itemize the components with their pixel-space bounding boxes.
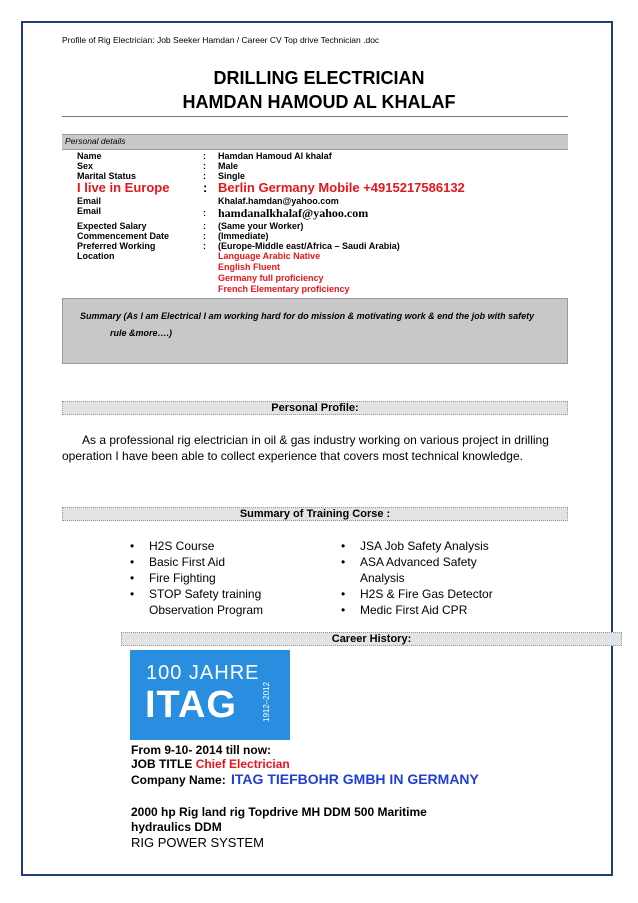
list-item: • STOP Safety training Observation Program xyxy=(130,586,310,618)
marital-value: Single xyxy=(218,171,246,181)
colon: : xyxy=(203,161,206,171)
sex-value: Male xyxy=(218,161,239,171)
language-german: Germany full proficiency xyxy=(218,273,324,283)
language-english: English Fluent xyxy=(218,262,280,272)
marital-label: Marital Status xyxy=(77,171,137,181)
training-list-left xyxy=(130,538,310,618)
rig-description-line-3: RIG POWER SYSTEM xyxy=(131,835,264,850)
logo-company-text: ITAG xyxy=(145,684,237,726)
rig-description-line-1: 2000 hp Rig land rig Topdrive MH DDM 500 Maritime xyxy=(131,805,427,819)
colon: : xyxy=(203,221,206,231)
personal-details-heading: Personal details xyxy=(65,136,126,146)
job-title-line xyxy=(131,757,290,771)
list-item: • H2S Course xyxy=(130,538,310,554)
summary-line-1: Summary (As I am Electrical I am working hard for do mission & motivating work & end the job with safety xyxy=(80,311,535,321)
colon: : xyxy=(203,241,206,251)
document-header: Profile of Rig Electrician: Job Seeker Hamdan / Career CV Top drive Technician .doc xyxy=(62,35,380,45)
language-french: French Elementary proficiency xyxy=(218,284,350,294)
logo-anniversary-text: 100 JAHRE xyxy=(146,662,260,684)
list-item: • Medic First Aid CPR xyxy=(341,602,521,618)
personal-profile-heading: Personal Profile: xyxy=(62,401,568,415)
profile-text: As a professional rig electrician in oil & gas industry working on various project in drilling operation I have been able to collect experience that covers most technical knowledge. xyxy=(62,433,549,463)
training-list-right xyxy=(341,538,521,618)
logo-years-text: 1912–2012 xyxy=(262,681,271,722)
preferred-value: (Europe-Middle east/Africa – Saudi Arabia) xyxy=(218,241,400,251)
job-title-heading: DRILLING ELECTRICIAN xyxy=(213,68,425,88)
employment-period: From 9-10- 2014 till now: xyxy=(131,743,272,757)
name-heading: HAMDAN HAMOUD AL KHALAF xyxy=(182,92,456,112)
list-item: • H2S & Fire Gas Detector xyxy=(341,586,521,602)
commence-value: (Immediate) xyxy=(218,231,269,241)
language-arabic: Language Arabic Native xyxy=(218,251,321,261)
name-label: Name xyxy=(77,151,102,161)
company-value: ITAG TIEFBOHR GMBH IN GERMANY xyxy=(231,771,479,787)
list-item: • ASA Advanced Safety Analysis xyxy=(341,554,521,586)
list-item: • JSA Job Safety Analysis xyxy=(341,538,521,554)
colon: : xyxy=(203,151,206,161)
colon: : xyxy=(203,208,206,218)
colon: : xyxy=(203,171,206,181)
itag-logo xyxy=(130,650,290,740)
email-value-alt[interactable]: hamdanalkhalaf@yahoo.com xyxy=(218,206,369,220)
summary-line-2: rule &more….) xyxy=(110,328,173,338)
company-line xyxy=(131,771,479,787)
email-label: Email xyxy=(77,206,102,216)
summary-text xyxy=(80,308,560,342)
list-item: • Basic First Aid xyxy=(130,554,310,570)
colon: : xyxy=(203,180,208,195)
job-title-value: Chief Electrician xyxy=(195,757,290,771)
name-value: Hamdan Hamoud Al khalaf xyxy=(218,151,332,161)
salary-value: (Same your Worker) xyxy=(218,221,304,231)
email-value[interactable]: Khalaf.hamdan@yahoo.com xyxy=(218,196,339,206)
colon: : xyxy=(203,231,206,241)
career-history-heading: Career History: xyxy=(121,632,622,646)
rig-description-line-2: hydraulics DDM xyxy=(131,820,222,834)
job-title-label: JOB TITLE xyxy=(131,757,193,771)
list-item: • Fire Fighting xyxy=(130,570,310,586)
location-label: Location xyxy=(77,251,115,261)
preferred-label: Preferred Working xyxy=(77,241,156,251)
sex-label: Sex xyxy=(77,161,94,171)
personal-details-bar xyxy=(62,134,568,150)
commence-label: Commencement Date xyxy=(77,231,170,241)
salary-label: Expected Salary xyxy=(77,221,147,231)
training-heading: Summary of Training Corse : xyxy=(62,507,568,521)
company-label: Company Name: xyxy=(131,773,226,787)
europe-label: I live in Europe xyxy=(77,180,170,195)
europe-value: Berlin Germany Mobile +4915217586132 xyxy=(218,180,465,195)
email-label: Email xyxy=(77,196,102,206)
title-divider xyxy=(62,116,568,117)
